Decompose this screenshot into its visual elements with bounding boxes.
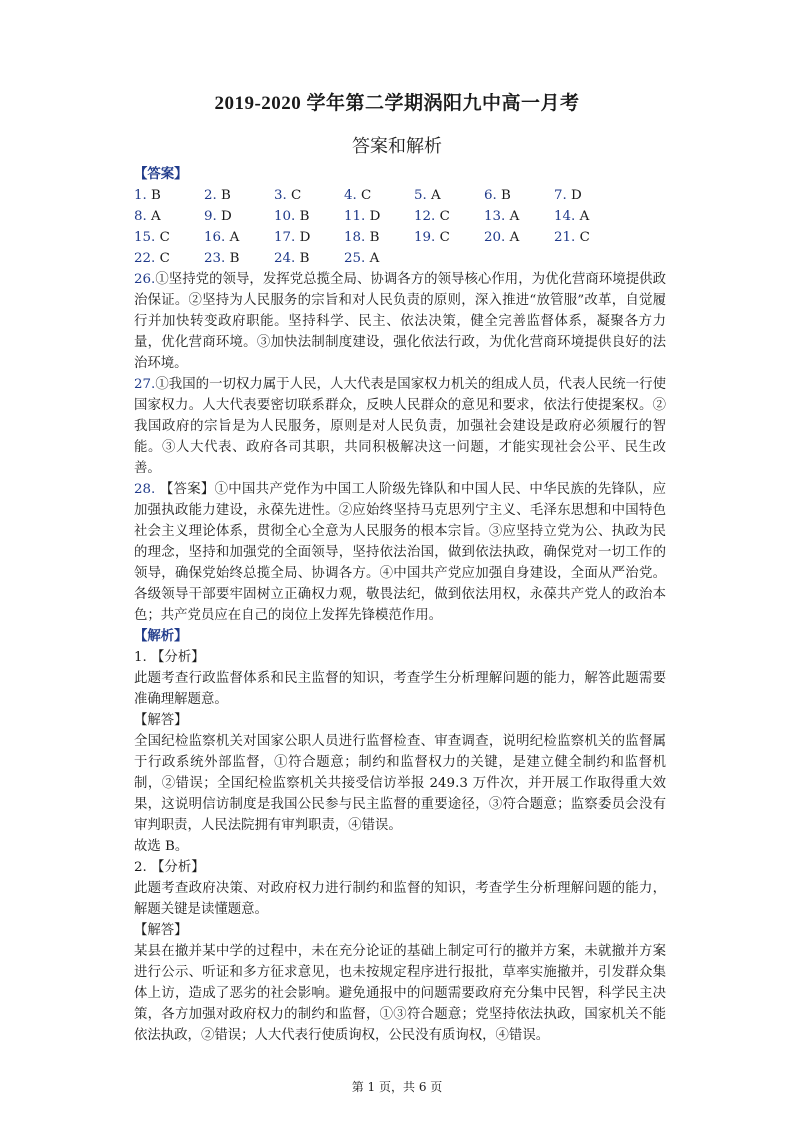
answer-choice: B	[299, 251, 310, 266]
answer-number: 25.	[344, 251, 366, 266]
answer-choice: B	[501, 188, 511, 203]
answer-number: 18.	[344, 230, 366, 245]
answer-choice: A	[509, 209, 520, 224]
answer-cell	[134, 227, 204, 248]
answer-cell	[344, 206, 414, 227]
answer-number: 6.	[484, 188, 497, 203]
answer-number: 5.	[414, 188, 427, 203]
answer-cell	[554, 227, 624, 248]
answer-number: 13.	[484, 209, 506, 224]
analysis-1-text: 此题考查行政监督体系和民主监督的知识，考查学生分析理解问题的能力，解答此题需要准确理解题意。	[134, 671, 666, 707]
analysis-2-solve-tag: 【解答】	[134, 923, 188, 938]
answer-choice: D	[299, 230, 311, 245]
answer-choice: A	[229, 230, 240, 245]
q27-number: 27.	[134, 377, 156, 392]
answer-number: 16.	[204, 230, 226, 245]
answer-choice: B	[299, 209, 310, 224]
q28-text: ①中国共产党作为中国工人阶级先锋队和中国人民、中华民族的先锋队，应加强执政能力建设，永葆先进性。②应始终坚持马克思列宁主义、毛泽东思想和中国特色社会主义理论体系，贯彻全心全意为人民服务的根本宗旨。③应坚持立党为公、执政为民的理念，坚持和加强党的全面领导，坚持依法治国，做到依法执政，确保党对一切工作的领导，确保党始终总揽全局、协调各方。④中国共产党应加强自身建设，全面从严治党。各级领导干部要牢固树立正确权力观，敬畏法纪，做到依法用权，永葆共产党人的政治本色；共产党员应在自己的岗位上发挥先锋模范作用。	[134, 482, 666, 623]
answer-choice: B	[221, 188, 231, 203]
answer-cell	[274, 206, 344, 227]
answer-number: 3.	[274, 188, 287, 203]
answer-cell	[204, 227, 274, 248]
answer-cell	[134, 248, 204, 269]
answer-cell	[484, 185, 554, 206]
answer-cell	[344, 185, 414, 206]
page-footer: 第 1 页，共 6 页	[351, 1080, 443, 1094]
answer-number: 21.	[554, 230, 576, 245]
answer-cell	[204, 248, 274, 269]
answer-number: 20.	[484, 230, 506, 245]
answer-number: 1.	[134, 188, 147, 203]
answer-cell	[414, 227, 484, 248]
page-title: 2019-2020 学年第二学期涡阳九中高一月考	[214, 93, 580, 114]
answer-choice: C	[361, 188, 372, 203]
answer-choice: C	[579, 230, 590, 245]
answer-number: 23.	[204, 251, 226, 266]
page-subtitle: 答案和解析	[352, 136, 442, 157]
answer-choice: B	[369, 230, 380, 245]
answer-number: 4.	[344, 188, 357, 203]
answer-number: 15.	[134, 230, 156, 245]
answer-number: 10.	[274, 209, 296, 224]
answer-choice: A	[579, 209, 590, 224]
q28-answer	[134, 479, 666, 626]
answer-number: 24.	[274, 251, 296, 266]
answer-cell	[134, 206, 204, 227]
answer-choice: B	[229, 251, 240, 266]
q27-text: ①我国的一切权力属于人民，人大代表是国家权力机关的组成人员，代表人民统一行使国家权力。人大代表要密切联系群众，反映人民群众的意见和要求，依法行使提案权。②我国政府的宗旨是为人民服务，原则是对人民负责，加强社会建设是政府必须履行的智能。③人大代表、政府各司其职，共同积极解决这一问题，才能实现社会公平、民生改善。	[134, 377, 666, 476]
answer-cell	[274, 227, 344, 248]
document-body	[134, 164, 666, 1046]
answer-choice: D	[369, 209, 381, 224]
answer-choice: C	[439, 209, 450, 224]
answer-cell	[414, 185, 484, 206]
analysis-2-text: 此题考查政府决策、对政府权力进行制约和监督的知识，考查学生分析理解问题的能力，解题关键是读懂题意。	[134, 881, 666, 917]
q28-tag: 【答案】	[159, 482, 215, 497]
answer-cell	[484, 227, 554, 248]
answer-cell	[344, 227, 414, 248]
answer-choice: A	[369, 251, 380, 266]
answer-choice: C	[159, 230, 170, 245]
q26-answer	[134, 269, 666, 374]
answer-number: 7.	[554, 188, 567, 203]
answer-tag: 【答案】	[134, 166, 188, 182]
answer-choice: C	[439, 230, 450, 245]
q26-text: ①坚持党的领导，发挥党总揽全局、协调各方的领导核心作用，为优化营商环境提供政治保证。②坚持为人民服务的宗旨和对人民负责的原则，深入推进“放管服”改革，自觉履行并加快转变政府职能。坚持科学、民主、依法决策，健全完善监督体系，凝聚各方力量，优化营商环境。③加快法制制度建设，强化依法行政，为优化营商环境提供良好的法治环境。	[134, 272, 666, 371]
answer-number: 19.	[414, 230, 436, 245]
analysis-2-solve-text: 某县在撤并某中学的过程中，未在充分论证的基础上制定可行的撤并方案，未就撤并方案进行公示、听证和多方征求意见，也未按规定程序进行报批，草率实施撤并，引发群众集体上访，造成了恶劣的社会影响。避免通报中的问题需要政府充分集中民智，科学民主决策，各方加强对政府权力的制约和监督，①③符合题意；党坚持依法执政，国家机关不能依法执政，②错误；人大代表行使质询权，公民没有质询权，④错误。	[134, 944, 666, 1043]
answer-choice: C	[159, 251, 170, 266]
answer-number: 9.	[204, 209, 217, 224]
answer-choice: A	[151, 209, 161, 224]
answer-row	[134, 227, 666, 248]
answer-cell	[274, 248, 344, 269]
answer-cell	[344, 248, 414, 269]
q27-answer	[134, 374, 666, 479]
answer-choice: D	[571, 188, 582, 203]
answer-number: 8.	[134, 209, 147, 224]
answer-choice: C	[291, 188, 302, 203]
answer-row	[134, 185, 666, 206]
analysis-1-solve-tag: 【解答】	[134, 713, 188, 728]
answer-number: 22.	[134, 251, 156, 266]
answer-cell	[274, 185, 344, 206]
answer-cell	[554, 185, 624, 206]
answer-cell	[414, 206, 484, 227]
q26-number: 26.	[134, 272, 156, 287]
analysis-tag: 【解析】	[134, 628, 188, 644]
answer-choice: A	[509, 230, 520, 245]
answer-number: 17.	[274, 230, 296, 245]
answer-cell	[204, 206, 274, 227]
answer-row	[134, 248, 666, 269]
answer-number: 12.	[414, 209, 436, 224]
answer-choice: A	[431, 188, 441, 203]
answer-row	[134, 206, 666, 227]
answer-number: 14.	[554, 209, 576, 224]
answer-choice: B	[151, 188, 161, 203]
answer-cell	[484, 206, 554, 227]
answer-number: 2.	[204, 188, 217, 203]
analysis-1-solve-text: 全国纪检监察机关对国家公职人员进行监督检查、审查调查，说明纪检监察机关的监督属于行政系统外部监督，①符合题意；制约和监督权力的关键，是建立健全制约和监督机制，②错误；全国纪检监察机关共接受信访举报 249.3 万件次，并开展工作取得重大效果，这说明信访制度是我国公民参与民主监督的重要途径，③符合题意；监察委员会没有审判职责，人民法院拥有审判职责，④错误。	[134, 734, 666, 833]
q28-number: 28.	[134, 482, 156, 497]
answer-cell	[134, 185, 204, 206]
answer-grid	[134, 185, 666, 269]
answer-number: 11.	[344, 209, 366, 224]
analysis-1-heading: 1. 【分析】	[134, 650, 205, 665]
answer-cell	[204, 185, 274, 206]
answer-cell	[554, 206, 624, 227]
answer-choice: D	[221, 209, 232, 224]
analysis-2-heading: 2. 【分析】	[134, 860, 205, 875]
analysis-1-conclusion: 故选 B。	[134, 839, 189, 854]
